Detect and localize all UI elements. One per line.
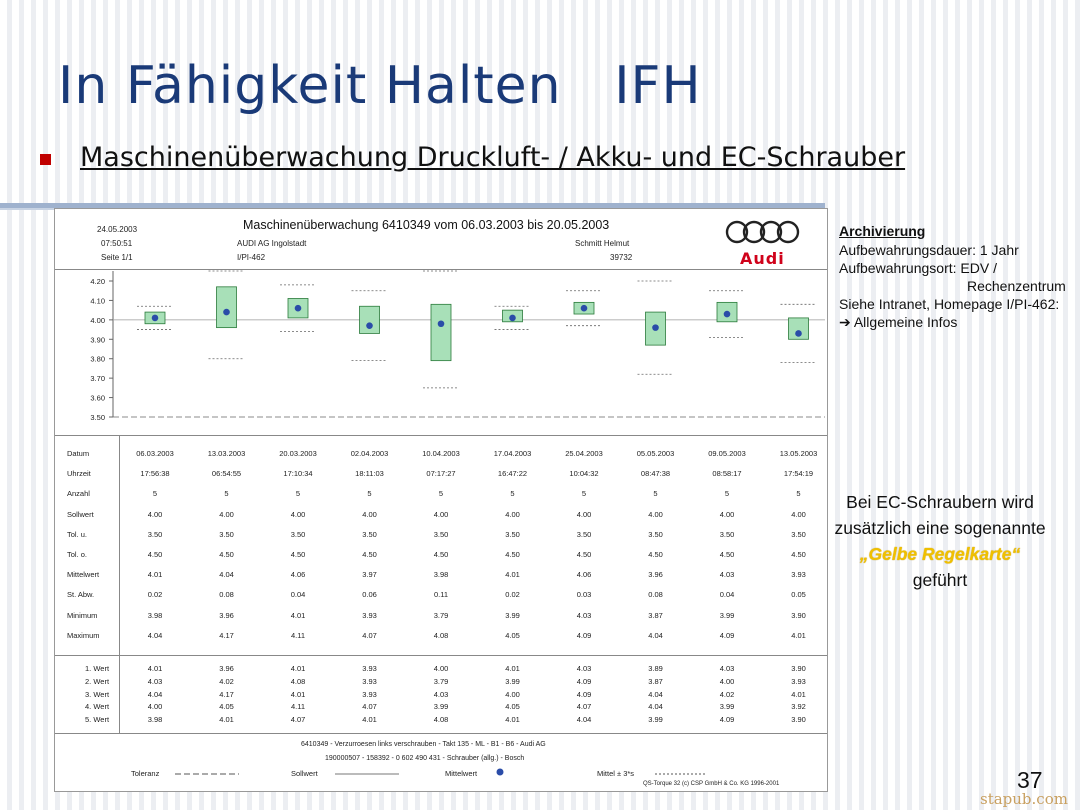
table-cell: 3.50 (576, 529, 592, 539)
table-row-label: Uhrzeit (67, 469, 91, 479)
values-cell: 4.01 (290, 689, 306, 699)
table-cell: 4.17 (219, 630, 234, 640)
range-box (217, 287, 237, 328)
mean-dot (152, 315, 159, 322)
table-cell: 3.96 (219, 610, 234, 620)
mean-dot (366, 322, 373, 329)
table-cell: 13.03.2003 (207, 449, 246, 458)
y-tick-label: 3.60 (90, 393, 105, 403)
table-cell: 3.79 (433, 610, 449, 620)
values-cell: 4.03 (433, 689, 449, 699)
values-cell: 4.09 (576, 676, 592, 686)
table-cell: 3.98 (433, 570, 449, 580)
values-cell: 4.04 (147, 689, 163, 699)
legend-sollwert-swatch (335, 772, 399, 776)
mean-dot (652, 324, 659, 331)
values-cell: 3.93 (362, 676, 377, 686)
table-cell: 3.50 (147, 529, 163, 539)
values-cell: 4.03 (576, 664, 592, 673)
doc-time: 07:50:51 (101, 239, 133, 248)
table-cell: 4.01 (791, 630, 806, 640)
archiv-line-1: Aufbewahrungsdauer: 1 Jahr (839, 242, 1019, 258)
table-cell: 0.05 (791, 590, 806, 600)
bullet-text: Maschinenüberwachung Druckluft- / Akku- und EC-Schrauber (80, 142, 906, 173)
values-cell: 4.04 (576, 715, 592, 725)
values-cell: 3.99 (433, 702, 449, 712)
doc-person: Schmitt Helmut (575, 239, 630, 248)
chart-divider (55, 435, 827, 436)
table-cell: 06.03.2003 (136, 449, 174, 458)
y-tick-label: 3.50 (90, 413, 105, 422)
values-cell: 3.93 (791, 676, 806, 686)
legend-mittelwert: Mittelwert (445, 769, 478, 778)
table-cell: 5 (224, 489, 229, 499)
table-cell: 4.09 (719, 630, 735, 640)
table-cell: 25.04.2003 (565, 449, 603, 458)
values-cell: 4.08 (433, 715, 449, 725)
table-cell: 4.00 (505, 509, 520, 519)
values-cell: 4.03 (719, 664, 735, 673)
values-row-label: 1. Wert (85, 664, 110, 673)
table-cell: 4.04 (648, 630, 663, 640)
values-cell: 4.07 (576, 702, 592, 712)
ec-line-4: geführt (912, 570, 968, 590)
table-cell: 4.00 (791, 509, 806, 519)
table-cell: 3.50 (290, 529, 306, 539)
ec-line-2: zusätzlich eine sogenannte (834, 518, 1046, 538)
values-cell: 3.99 (505, 676, 520, 686)
values-cell: 3.98 (147, 715, 163, 725)
table-cell: 3.99 (719, 610, 735, 620)
table-cell: 09.05.2003 (708, 449, 746, 458)
table-cell: 4.50 (219, 550, 234, 559)
table-cell: 3.98 (147, 610, 163, 620)
values-cell: 3.99 (719, 702, 735, 712)
archiv-line-2: Aufbewahrungsort: EDV / (839, 260, 997, 276)
table-cell: 07:17:27 (426, 469, 456, 479)
table-cell: 0.02 (505, 590, 520, 600)
ec-line-gelbe-regelkarte: „Gelbe Regelkarte“ (859, 544, 1021, 564)
table-cell: 16:47:22 (497, 469, 528, 479)
table-cell: 3.50 (362, 529, 377, 539)
y-tick-label: 3.80 (90, 354, 105, 364)
table-cell: 3.50 (648, 529, 663, 539)
table-cell: 4.05 (505, 630, 520, 640)
mean-dot (295, 305, 302, 312)
y-tick-label: 4.20 (90, 277, 105, 286)
table-cell: 3.93 (791, 570, 806, 580)
y-tick-label: 3.90 (90, 335, 105, 345)
table-cell: 4.50 (719, 550, 735, 559)
table-cell: 5 (367, 489, 372, 499)
table-row-label: St. Abw. (67, 590, 95, 600)
values-cell: 4.01 (219, 715, 234, 725)
mean-dot (724, 311, 731, 318)
table-cell: 4.50 (147, 550, 163, 559)
values-cell: 3.90 (791, 715, 806, 725)
table-cell: 5 (438, 489, 444, 499)
table-cell: 20.03.2003 (279, 449, 317, 458)
audi-wordmark: Audi (740, 249, 785, 268)
table-cell: 5 (653, 489, 658, 499)
legend-mittel3s-swatch (655, 772, 705, 776)
table-cell: 5 (295, 489, 301, 499)
values-cell: 4.01 (290, 664, 306, 673)
table-cell: 4.11 (290, 630, 306, 640)
mean-dot (223, 309, 230, 316)
table-cell: 4.01 (505, 570, 520, 580)
doc-person-id: 39732 (610, 253, 633, 262)
table-cell: 4.00 (290, 509, 306, 519)
table-cell: 17.04.2003 (493, 449, 532, 458)
table-cell: 4.50 (290, 550, 306, 559)
y-tick-label: 4.00 (90, 315, 105, 325)
table-cell: 4.04 (219, 570, 234, 580)
table-cell: 4.00 (362, 509, 377, 519)
table-cell: 13.05.2003 (779, 449, 818, 458)
values-cell: 4.02 (719, 689, 735, 699)
table-cell: 4.00 (147, 509, 163, 519)
table-cell: 4.07 (362, 630, 377, 640)
table-cell: 17:56:38 (140, 469, 170, 479)
table-cell: 4.00 (433, 509, 449, 519)
values-cell: 4.05 (505, 702, 520, 712)
values-row-label: 5. Wert (85, 715, 110, 725)
table-cell: 4.50 (576, 550, 592, 559)
values-cell: 4.01 (791, 689, 806, 699)
table-cell: 18:11:03 (355, 469, 384, 479)
table-row-label: Datum (67, 449, 90, 458)
footer-divider (55, 733, 827, 734)
table-cell: 4.00 (719, 509, 735, 519)
values-cell: 4.03 (147, 676, 163, 686)
table-cell: 4.50 (648, 550, 663, 559)
table-cell: 3.97 (362, 570, 377, 580)
table-cell: 4.50 (505, 550, 520, 559)
values-cell: 4.00 (147, 702, 163, 712)
table-cell: 08:58:17 (712, 469, 742, 479)
table-row-label: Tol. u. (67, 529, 88, 539)
table-cell: 5 (796, 489, 801, 499)
legend-sollwert: Sollwert (291, 769, 318, 778)
table-cell: 0.11 (433, 590, 449, 600)
footer-line1: 6410349 - Verzurroesen links verschrauben - Takt 135 - ML - B1 - B6 - Audi AG (301, 741, 546, 748)
values-cell: 4.01 (147, 664, 163, 673)
table-cell: 0.02 (147, 590, 163, 600)
archiv-line-4: Siehe Intranet, Homepage I/PI-462: (839, 296, 1060, 312)
table-cell: 5 (510, 489, 515, 499)
values-cell: 4.04 (648, 689, 663, 699)
legend-toleranz-swatch (175, 772, 239, 776)
table-cell: 10:04:32 (569, 469, 599, 479)
mean-dot (795, 330, 802, 337)
table-cell: 17:54:19 (783, 469, 814, 479)
values-cell: 3.92 (791, 702, 806, 712)
doc-org: AUDI AG Ingolstadt (237, 239, 307, 248)
report-sheet (54, 208, 828, 792)
table-cell: 0.08 (648, 590, 663, 600)
table-cell: 06:54:55 (211, 469, 242, 479)
table-row-label: Sollwert (67, 509, 94, 519)
table-cell: 4.03 (576, 610, 592, 620)
table-cell: 4.00 (576, 509, 592, 519)
bullet-marker (40, 154, 51, 165)
table-cell: 08:47:38 (640, 469, 671, 479)
y-tick-label: 3.70 (90, 374, 105, 384)
table-row-label: Anzahl (67, 489, 90, 499)
table-cell: 4.50 (791, 550, 806, 559)
table-cell: 4.03 (719, 570, 735, 580)
table-cell: 4.50 (433, 550, 449, 559)
table-cell: 3.50 (433, 529, 449, 539)
footer-line2: 190000507 - 158392 - 0 602 490 431 - Schrauber (allg.) - Bosch (325, 755, 525, 762)
table-divider (55, 655, 827, 656)
values-cell: 3.93 (362, 664, 377, 673)
table-cell: 05.05.2003 (636, 449, 675, 458)
archiv-line-3: Rechenzentrum (967, 278, 1066, 294)
values-cell: 4.05 (219, 702, 234, 712)
table-cell: 4.09 (576, 630, 592, 640)
table-cell: 0.06 (362, 590, 377, 600)
values-cell: 4.11 (290, 702, 306, 712)
mean-dot (509, 315, 516, 322)
table-cell: 5 (581, 489, 587, 499)
values-cell: 3.87 (648, 676, 663, 686)
values-cell: 4.17 (219, 689, 234, 699)
values-cell: 3.89 (648, 664, 663, 673)
values-cell: 4.00 (719, 676, 735, 686)
doc-date: 24.05.2003 (97, 225, 138, 234)
table-row-label: Maximum (67, 630, 100, 640)
values-cell: 4.04 (648, 702, 663, 712)
watermark: stapub.com (980, 790, 1068, 808)
values-cell: 4.01 (505, 664, 520, 673)
values-cell: 3.93 (362, 689, 377, 699)
values-cell: 4.01 (362, 715, 377, 725)
values-cell: 3.99 (648, 715, 663, 725)
archivierung-heading: Archivierung (839, 223, 926, 239)
table-row-label: Mittelwert (67, 570, 100, 580)
values-cell: 4.08 (290, 676, 306, 686)
ec-line-1: Bei EC-Schraubern wird (846, 492, 1034, 512)
doc-title: Maschinenüberwachung 6410349 vom 06.03.2003 bis 20.05.2003 (243, 218, 610, 232)
values-row-label: 2. Wert (85, 676, 110, 686)
table-cell: 3.99 (505, 610, 520, 620)
table-cell: 0.03 (576, 590, 592, 600)
archiv-link-infos[interactable]: ➔ Allgemeine Infos (839, 314, 958, 330)
table-label-divider (119, 435, 120, 733)
values-cell: 4.09 (576, 689, 592, 699)
table-cell: 5 (152, 489, 158, 499)
table-cell: 10.04.2003 (422, 449, 460, 458)
values-cell: 4.02 (219, 676, 234, 686)
control-chart (55, 269, 827, 434)
legend-mittel3s: Mittel ± 3*s (597, 769, 635, 778)
mean-dot (581, 305, 588, 312)
table-cell: 3.50 (791, 529, 806, 539)
slide-title: In Fähigkeit Halten IFH (58, 56, 702, 116)
footer-credit: QS-Torque 32 (c) CSP GmbH & Co. KG 1996-2001 (643, 781, 780, 787)
values-cell: 4.00 (505, 689, 520, 699)
values-cell: 4.01 (505, 715, 520, 725)
range-box (360, 306, 380, 333)
legend-mittelwert-dot (495, 767, 505, 777)
y-tick-label: 4.10 (90, 296, 105, 306)
table-row-label: Minimum (67, 610, 98, 620)
mean-dot (438, 320, 445, 327)
table-cell: 4.08 (433, 630, 449, 640)
table-row-label: Tol. o. (67, 550, 88, 559)
table-cell: 3.50 (719, 529, 735, 539)
table-cell: 0.04 (719, 590, 735, 600)
table-cell: 4.01 (290, 610, 306, 620)
values-row-label: 3. Wert (85, 689, 110, 699)
table-cell: 3.90 (791, 610, 806, 620)
table-cell: 4.06 (576, 570, 592, 580)
values-cell: 4.09 (719, 715, 735, 725)
doc-page: Seite 1/1 (101, 253, 133, 262)
range-box (431, 304, 451, 360)
values-cell: 3.96 (219, 664, 234, 673)
values-cell: 3.90 (791, 664, 806, 673)
table-cell: 3.50 (505, 529, 520, 539)
values-cell: 4.07 (362, 702, 377, 712)
table-cell: 4.00 (648, 509, 663, 519)
table-cell: 4.06 (290, 570, 306, 580)
table-cell: 5 (724, 489, 730, 499)
table-cell: 17:10:34 (283, 469, 313, 479)
doc-dept: I/PI-462 (237, 253, 266, 262)
values-cell: 4.00 (433, 664, 449, 673)
table-cell: 4.50 (362, 550, 377, 559)
values-cell: 3.79 (433, 676, 449, 686)
page-number: 37 (1017, 767, 1043, 793)
table-cell: 3.87 (648, 610, 663, 620)
table-cell: 0.08 (219, 590, 234, 600)
table-cell: 3.96 (648, 570, 663, 580)
values-row-label: 4. Wert (85, 702, 110, 712)
legend-toleranz: Toleranz (131, 769, 160, 778)
table-cell: 4.00 (219, 509, 234, 519)
table-cell: 0.04 (290, 590, 306, 600)
table-cell: 02.04.2003 (350, 449, 389, 458)
table-cell: 4.01 (147, 570, 163, 580)
table-cell: 4.04 (147, 630, 163, 640)
table-cell: 3.50 (219, 529, 234, 539)
values-cell: 4.07 (290, 715, 306, 725)
table-cell: 3.93 (362, 610, 377, 620)
